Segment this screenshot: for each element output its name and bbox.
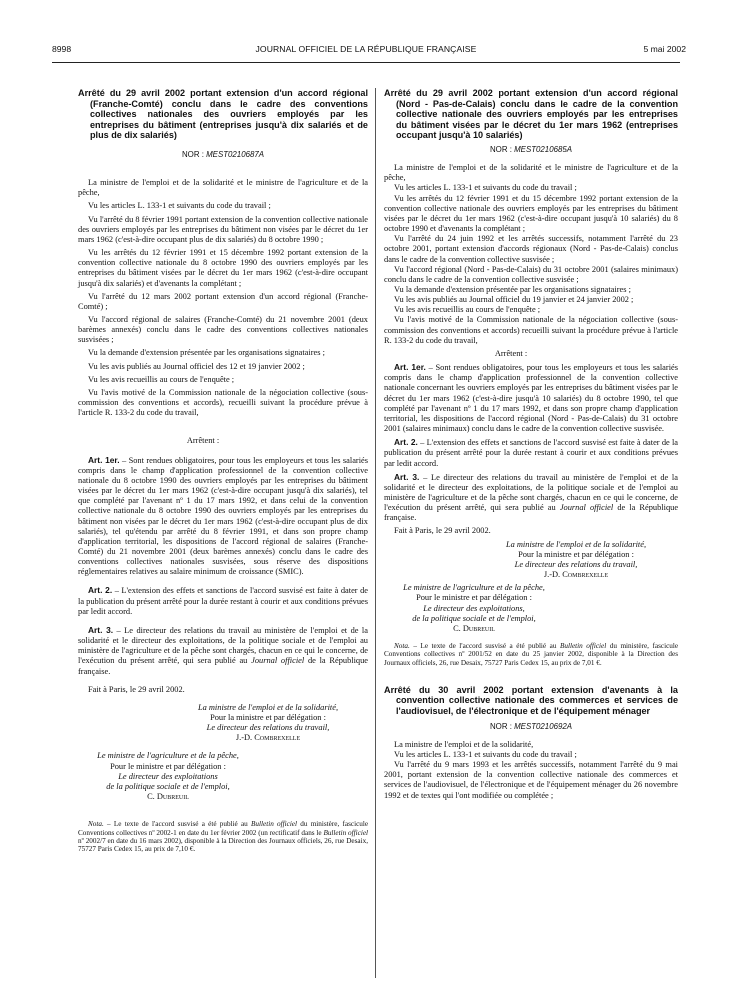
article-text: – Le directeur des relations du travail au ministère de l'emploi et de la solidarité et le directeur des exploitations, de la politique sociale et de l'emploi au ministère de l'agriculture et de la pêche sont chargés, chacun en ce qui le concerne, de l'exécution du présent arrêté, qui sera publié au	[78, 625, 368, 666]
article-label: Art. 2.	[394, 437, 418, 448]
visa: Vu l'avis motivé de la Commission nationale de la négociation collective (sous-commission des conventions et accords), recueilli suivant la procédure prévue à l'article R. 133-2 du code du travail,	[78, 387, 368, 418]
article-text: – Sont rendues obligatoires, pour tous les employeurs et tous les salariés compris dans le champ d'application professionnel de la convention collective nationale concernant les ouvriers employés par les entreprises du bâtiment visées par le décret du 1er mars 1962 (c'est-à-dire jusqu'à 10 salariés) du 8 octobre 1990, tel que complété par l'avenant nº 1 du 17 mars 1992, et dans son propre champ d'application territorial, les dispositions de l'accord régional (Nord - Pas-de-Calais) du 31 octobre 2001 (salaires minimaux) conclu dans le cadre de la convention collective susvisée.	[384, 363, 678, 434]
page-number: 8998	[52, 44, 72, 54]
visa: Vu les arrêtés du 12 février 1991 et 15 décembre 1992 portant extension de la convention collective nationale du 8 octobre 1990 des ouvriers employés par les entreprises du bâtiment visées par le décret du 1er mars 1962 (c'est-à-dire occupant jusqu'à dix salariés) et d'avenants la complétant ;	[78, 248, 368, 288]
nota	[78, 820, 368, 853]
decree-title: Arrêté du 29 avril 2002 portant extension d'un accord régional (Nord - Pas-de-Calais) conclu dans le cadre de la convention collective nationale des ouvriers employés par les entreprises du bâtiment visées par le décret du 1er mars 1962 (entreprises occupant jusqu'à 10 salariés)	[384, 88, 678, 141]
preamble: La ministre de l'emploi et de la solidarité,	[394, 739, 534, 749]
nor-code: MEST0210692A	[514, 721, 573, 731]
left-column	[78, 88, 368, 853]
done-at: Fait à Paris, le 29 avril 2002.	[88, 684, 185, 694]
issue-date: 5 mai 2002	[643, 44, 686, 54]
arretent-heading: Arrêtent :	[494, 348, 528, 358]
nota-text: du ministère, fascicule Conventions collectives nº 2001/52 en date du 25 janvier 2002, disponible à la Direction des Journaux officiels, 26, rue Desaix, 75727 Paris Cedex 15, au prix de 7,01 €.	[384, 642, 679, 667]
header-rule	[52, 62, 680, 63]
signatory-role: de la politique sociale et de l'emploi,	[412, 613, 536, 623]
right-column	[384, 88, 678, 801]
signatory-name: C. Dubreuil	[147, 792, 189, 802]
visa: Vu l'arrêté du 12 mars 2002 portant extension d'un accord régional (Franche-Comté) ;	[78, 291, 368, 311]
signatory-minister: La ministre de l'emploi et de la solidarité,	[197, 702, 339, 712]
signatory-name: C. Dubreuil	[453, 623, 495, 633]
article-label: Art. 1er.	[88, 454, 120, 465]
article-text: – Sont rendues obligatoires, pour tous les employeurs et tous les salariés compris dans le champ d'application professionnel de la convention collective nationale du 8 octobre 1990 des ouvriers employés par les entreprises du bâtiment visées par le décret du 1er mars 1962 (c'est-à-dire occupant jusqu'à dix salariés), tel que complété par l'avenant nº 1 du 17 mars 1992, et dans celui de la convention collective nationale du 8 octobre 1990 des ouvriers employés par les entreprises du bâtiment non visées par le décret du 1er mars 1962 (c'est-à-dire occupant plus de dix salariés), tel qu'étendu par arrêté du 8 février 1991, et dans son propre champ d'application territorial, les dispositions de l'accord régional de salaires (Franche-Comté) du 21 novembre 2001 (deux barèmes annexés) conclu dans le cadre des conventions collectives nationales susvisées, sous réserve des dispositions réglementaires relatives au salaire minimum de croissance (SMIC).	[78, 455, 368, 577]
article-label: Art. 3.	[88, 624, 114, 635]
bulletin-officiel-ref: Bulletin officiel	[559, 642, 607, 650]
nor-label: NOR :	[181, 149, 204, 159]
signatory-minister: Le ministre de l'agriculture et de la pêche,	[403, 583, 545, 593]
article-2	[78, 585, 368, 616]
arretent-heading: Arrêtent :	[186, 436, 220, 446]
visa: Vu les avis publiés au Journal officiel des 12 et 19 janvier 2002 ;	[88, 361, 305, 371]
bulletin-officiel-ref: Bulletin officiel	[251, 820, 297, 829]
signature-block	[384, 540, 678, 581]
journal-officiel-ref: Journal officiel	[251, 656, 305, 666]
visa: Vu les arrêtés du 12 février 1991 et du 15 décembre 1992 portant extension de la convention collective nationale des ouvriers employés par les entreprises du bâtiment visées par le décret du 1er mars 1962 (c'est-à-dire occupant jusqu'à 10 salariés) du 8 octobre 1990 et d'avenants la complétant ;	[384, 193, 678, 234]
article-3	[78, 625, 368, 677]
article-text: – L'extension des effets et sanctions de l'accord susvisé est faite à dater de la publication du présent arrêté pour la durée restant à courir et aux conditions prévues par ledit accord.	[384, 438, 679, 468]
preamble: La ministre de l'emploi et de la solidarité et le ministre de l'agriculture et de la pêche,	[78, 178, 368, 198]
signature-block	[78, 703, 368, 744]
article-1	[78, 455, 368, 578]
signatory-name: J.-D. Combrexelle	[543, 570, 609, 580]
running-header	[52, 38, 686, 60]
visa: Vu la demande d'extension présentée par les organisations signataires ;	[394, 285, 631, 294]
nor-reference	[384, 145, 678, 155]
bulletin-officiel-ref: Bulletin officiel	[323, 828, 369, 837]
visa: Vu les avis recueillis au cours de l'enquête ;	[394, 305, 541, 315]
visa: Vu l'avis motivé de la Commission nationale de la négociation collective (sous-commission des conventions et accords) recueilli suivant la procédure prévue à l'article R. 133-2 du code du travail,	[384, 315, 678, 345]
article-label: Art. 3.	[394, 471, 420, 482]
article-text: – L'extension des effets et sanctions de l'accord susvisé est faite à dater de la publication du présent arrêté pour la durée restant à courir et aux conditions prévues par ledit accord.	[78, 586, 369, 616]
nota-label: Nota.	[394, 642, 410, 650]
signatory-minister: La ministre de l'emploi et de la solidarité,	[505, 539, 647, 549]
signatory-delegation: Pour la ministre et par délégation :	[518, 549, 634, 559]
decree-title: Arrêté du 30 avril 2002 portant extension d'avenants à la convention collective nationale des commerces et services de l'audiovisuel, de l'électronique et de l'équipement ménager	[384, 684, 678, 717]
nota	[384, 642, 678, 667]
article-text: – Le directeur des relations du travail au ministère de l'emploi et de la solidarité et le directeur des exploitations, de la politique sociale et de l'emploi au ministère de l'agriculture et de la pêche sont chargés, chacun en ce qui le concerne, de l'exécution du présent arrêté, qui sera publié au	[384, 472, 678, 513]
nor-label: NOR :	[489, 144, 512, 154]
nor-code: MEST0210687A	[206, 149, 265, 159]
visa: Vu l'accord régional de salaires (Franche-Comté) du 21 novembre 2001 (deux barèmes annexés) conclu dans le cadre des conventions collectives nationales susvisées ;	[78, 315, 368, 345]
article-1	[384, 362, 678, 434]
nor-code: MEST0210685A	[514, 144, 573, 154]
signatory-role: Le directeur des exploitations,	[423, 603, 525, 613]
journal-officiel-ref: Journal officiel	[559, 503, 614, 513]
signature-block	[78, 751, 258, 802]
nor-label: NOR :	[489, 721, 512, 731]
nota-text: – Le texte de l'accord susvisé a été publié au	[413, 642, 557, 650]
signature-block	[384, 583, 564, 634]
nor-reference	[78, 150, 368, 160]
nor-reference	[384, 722, 678, 732]
nota-text: nº 2002/7 en date du 16 mars 2002), disponible à la Direction des Journaux officiels, 26, rue Desaix, 75727 Paris Cedex 15, au prix de 7,10 €.	[78, 836, 368, 854]
visa: Vu l'arrêté du 9 mars 1993 et les arrêtés successifs, notamment l'arrêté du 9 mai 2001, portant extension de la convention collective nationale des commerces et services de l'audiovisuel, de l'électronique et de l'équipement ménager du 26 novembre 1992 et de textes qui l'ont modifiée ou complétée ;	[384, 760, 678, 800]
signatory-delegation: Pour le ministre et par délégation :	[416, 593, 532, 603]
visa: Vu les articles L. 133-1 et suivants du code du travail ;	[394, 183, 577, 193]
article-text: de la République française.	[78, 656, 368, 676]
visa: Vu l'accord régional (Nord - Pas-de-Calais) du 31 octobre 2001 (salaires minimaux) conclu dans le cadre de la convention collective susvisée ;	[384, 264, 678, 284]
visa: Vu les articles L. 133-1 et suivants du code du travail ;	[88, 201, 271, 211]
article-2	[384, 437, 678, 468]
nota-text: du ministère, fascicule Conventions collectives nº 2002-1 en date du 1er février 2002 (un rectificatif dans le	[78, 820, 369, 837]
preamble: La ministre de l'emploi et de la solidarité et le ministre de l'agriculture et de la pêche,	[384, 163, 678, 183]
column-divider	[375, 88, 376, 978]
signatory-role: Le directeur des relations du travail,	[206, 723, 330, 733]
decree-title: Arrêté du 29 avril 2002 portant extension d'un accord régional (Franche-Comté) conclu dans le cadre des conventions collectives nationales des ouvriers employés par les entreprises du bâtiment (entreprises jusqu'à dix salariés et de plus de dix salariés)	[78, 88, 368, 141]
nota-label: Nota.	[88, 820, 104, 829]
signatory-minister: Le ministre de l'agriculture et de la pêche,	[97, 751, 239, 761]
visa: Vu l'arrêté du 8 février 1991 portant extension de la convention collective nationale des ouvriers employés par les entreprises du bâtiment non visées par le décret du 1er mars 1962 (c'est-à-dire occupant plus de dix salariés) du 8 octobre 1990 ;	[78, 214, 368, 244]
visa: Vu les articles L. 133-1 et suivants du code du travail ;	[394, 749, 577, 759]
article-label: Art. 1er.	[394, 362, 426, 373]
signatory-delegation: Pour le ministre et par délégation :	[110, 761, 226, 771]
visa: Vu les avis recueillis au cours de l'enquête ;	[88, 374, 235, 384]
article-3	[384, 472, 678, 524]
signatory-role: de la politique sociale et de l'emploi,	[106, 781, 230, 791]
journal-title: JOURNAL OFFICIEL DE LA RÉPUBLIQUE FRANÇAISE	[255, 44, 477, 54]
signatory-role: Le directeur des relations du travail,	[514, 559, 638, 569]
article-text: de la République française.	[384, 503, 679, 523]
nota-text: – Le texte de l'accord susvisé a été publié au	[107, 820, 248, 829]
article-label: Art. 2.	[88, 585, 113, 596]
done-at: Fait à Paris, le 29 avril 2002.	[394, 526, 491, 536]
signatory-role: Le directeur des exploitations	[118, 771, 218, 781]
signatory-delegation: Pour la ministre et par délégation :	[210, 713, 326, 722]
visa: Vu les avis publiés au Journal officiel du 19 janvier et 24 janvier 2002 ;	[394, 295, 634, 305]
signatory-name: J.-D. Combrexelle	[235, 733, 301, 743]
visa: Vu l'arrêté du 24 juin 1992 et les arrêtés successifs, notamment l'arrêté du 23 octobre 2001, portant extension d'accords régionaux (Nord - Pas-de-Calais) conclus dans le cadre de la convention collective susvisée ;	[384, 234, 678, 264]
visa: Vu la demande d'extension présentée par les organisations signataires ;	[88, 348, 325, 358]
